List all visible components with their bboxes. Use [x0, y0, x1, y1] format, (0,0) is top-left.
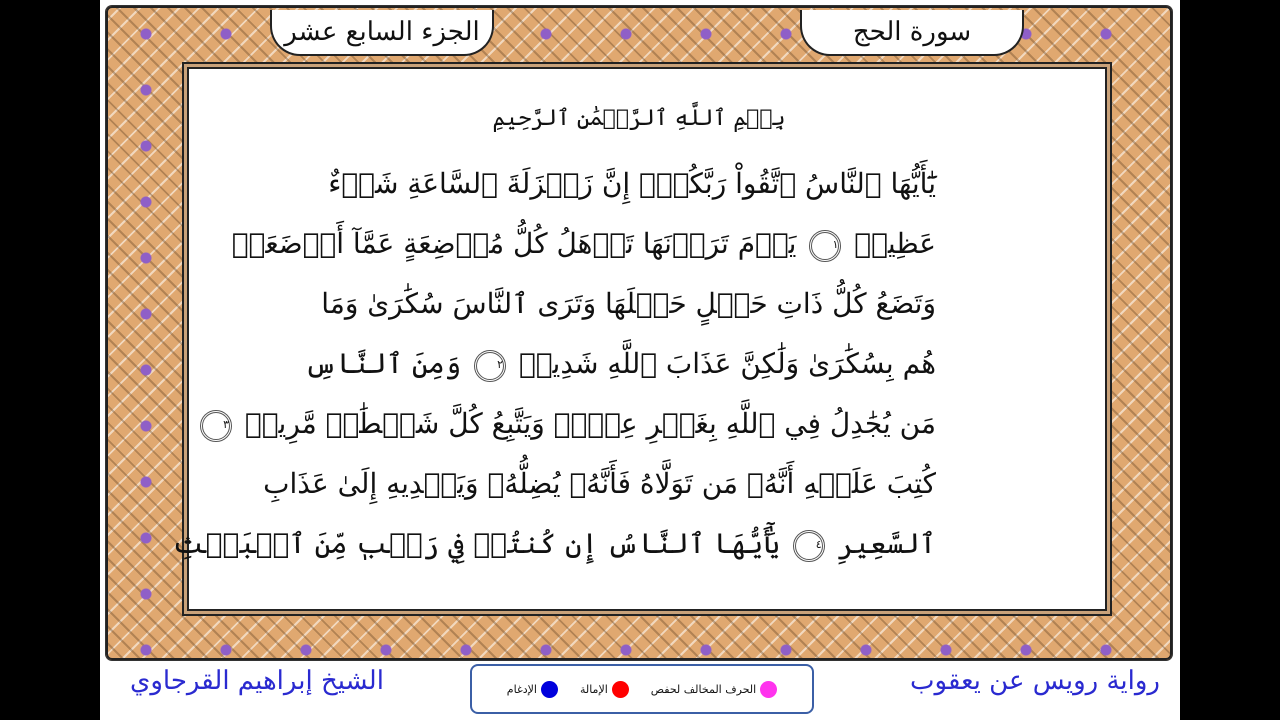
verse-line	[321, 274, 936, 334]
verse-line	[223, 394, 936, 454]
ayah-number-icon: ١	[809, 230, 841, 262]
line-text: وَتَضَعُ كُلُّ ذَاتِ حَمۡلٍ حَمۡلَهَا وَتَرَى ٱلنَّاسَ سُكَٰرَىٰ وَمَا	[321, 287, 936, 320]
verse-line	[304, 334, 936, 394]
magenta-dot-icon	[760, 681, 777, 698]
line-text: ٱلسَّعِيرِ	[837, 527, 936, 560]
ayah-number-icon: ٣	[200, 410, 232, 442]
line-text: يَٰٓأَيُّهَا ٱلنَّاسُ إِن كُنتُمۡ فِي رَيۡبٖ مِّنَ ٱلۡبَعۡثِ	[172, 527, 780, 560]
riwaya-label: رواية رويس عن يعقوب	[910, 666, 1160, 696]
line-text: عَظِيمٞ	[854, 227, 936, 260]
legend-item-idgham	[507, 681, 558, 698]
tajweed-legend	[470, 664, 814, 714]
legend-label: الحرف المخالف لحفص	[650, 682, 757, 696]
ayah-number-icon: ٤	[793, 530, 825, 562]
line-text: مَن يُجَٰدِلُ فِي ٱللَّهِ بِغَيۡرِ عِلۡمٖ وَيَتَّبِعُ كُلَّ شَيۡطَٰنٖ مَّرِيدٖ	[244, 407, 936, 440]
line-text: يَوۡمَ تَرَوۡنَهَا تَذۡهَلُ كُلُّ مُرۡضِعَةٍ عَمَّآ أَرۡضَعَتۡ	[231, 227, 797, 260]
red-dot-icon	[612, 681, 629, 698]
reciter-name: الشيخ إبراهيم القرجاوي	[130, 666, 384, 696]
ayah-number-icon: ٢	[474, 350, 506, 382]
verse-lines	[172, 154, 936, 574]
mushaf-page	[100, 0, 1180, 720]
line-text: يَٰٓأَيُّهَا ٱلنَّاسُ ٱتَّقُواْ رَبَّكُمۡۚ إِنَّ زَلۡزَلَةَ ٱلسَّاعَةِ شَيۡءٌ	[328, 167, 936, 200]
legend-item-hafs-difference	[651, 681, 777, 698]
surah-title: سورة الحج	[800, 10, 1024, 56]
verse-line	[231, 214, 936, 274]
legend-label: الإمالة	[579, 682, 608, 696]
juz-title: الجزء السابع عشر	[270, 10, 494, 56]
verse-line	[263, 454, 936, 514]
legend-item-imala	[580, 681, 629, 698]
blue-dot-icon	[541, 681, 558, 698]
line-text: وَمِنَ ٱلنَّاسِ	[304, 347, 462, 380]
line-text: هُم بِسُكَٰرَىٰ وَلَٰكِنَّ عَذَابَ ٱللَّهِ شَدِيدٞ	[518, 347, 936, 380]
quran-text	[172, 66, 1092, 596]
verse-line	[172, 514, 936, 574]
basmala: بِسۡمِ ٱللَّهِ ٱلرَّحۡمَٰنِ ٱلرَّحِيمِ	[492, 106, 786, 131]
line-text: كُتِبَ عَلَيۡهِ أَنَّهُۥ مَن تَوَلَّاهُ فَأَنَّهُۥ يُضِلُّهُۥ وَيَهۡدِيهِ إِلَىٰ عَذَابِ	[263, 467, 936, 500]
legend-label: الإدغام	[506, 682, 537, 696]
verse-line	[328, 154, 936, 214]
